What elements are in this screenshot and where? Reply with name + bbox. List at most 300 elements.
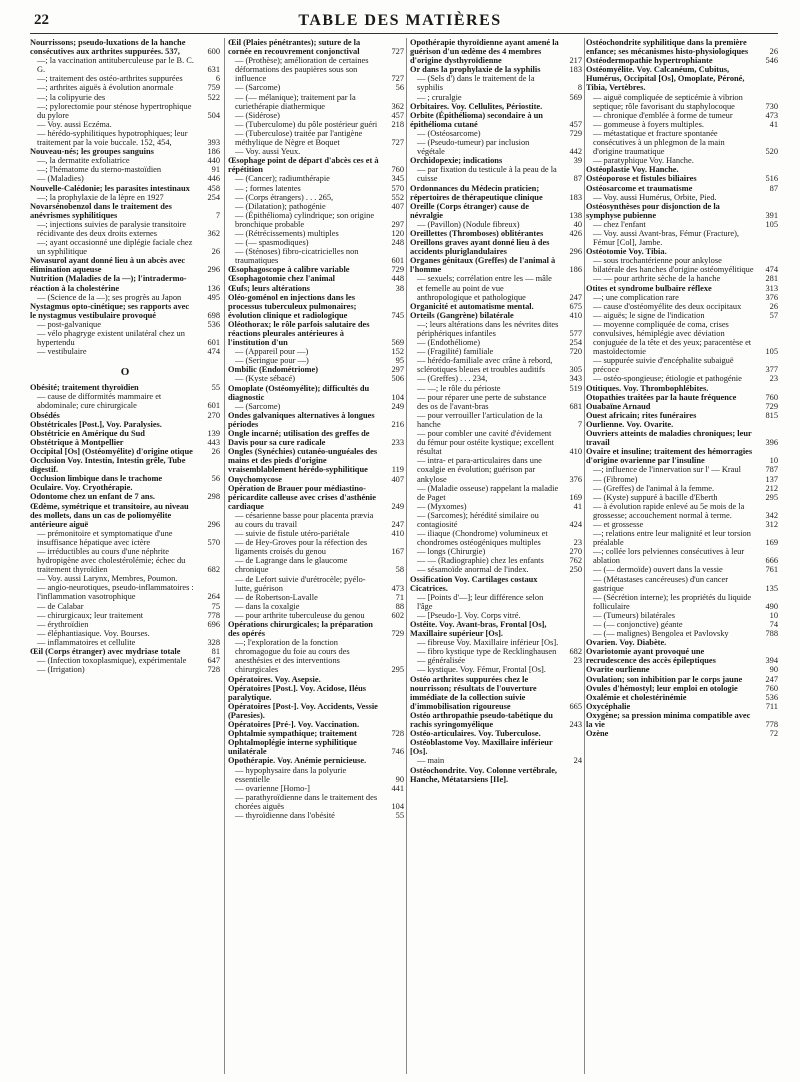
index-entry-page: 440 [207,156,220,166]
index-entry [410,484,582,502]
index-entry [30,320,220,329]
index-entry [228,111,404,120]
index-entry [586,475,778,484]
index-entry-text: — longs (Chirurgie) [417,547,486,557]
index-entry-text: — par fixation du testicule à la peau de la cuisse [417,165,557,184]
index-entry-page: 139 [207,428,220,438]
index-entry-page: 473 [391,583,404,593]
index-entry [410,384,582,393]
index-entry [228,156,404,174]
index-entry-text: Ourlienne. Voy. Ovarite. [586,419,674,429]
index-entry-page: 760 [391,165,404,175]
index-entry-text: Ongle incarné; utilisation des greffes de Davis pour sa cure radicale [228,429,370,448]
index-entry-text: Opératoires [Pré-]. Voy. Vaccination. [228,720,360,730]
index-entry-page: 169 [569,492,582,502]
index-entry-text: — (Corps étrangers) . . . 265, [235,192,334,202]
index-entry-page: 601 [207,338,220,348]
index-entry-page: 787 [765,465,778,475]
index-entry-page: 305 [569,365,582,375]
index-entry [228,702,404,720]
index-entry-page: 41 [573,501,582,511]
index-entry [410,565,582,574]
index-entry-text: — chronique d'emblée à forme de tumeur [593,110,733,120]
index-entry [586,638,778,647]
index-entry [586,193,778,202]
index-entry-page: 295 [765,492,778,502]
index-entry [30,329,220,347]
index-entry-text: — (Maladie osseuse) rappelant la maladie de Paget [417,483,559,502]
index-entry-page: 87 [573,174,582,184]
index-entry [228,284,404,293]
index-entry [30,447,220,456]
index-entry [30,83,220,92]
index-entry-page: 647 [207,656,220,666]
index-entry-text: Opothérapie thyroïdienne ayant amené la guérison d'un œdème des 4 membres d'origine dysthyroïdienne [410,38,559,66]
index-entry-text: — éléphantiasique. Voy. Bourses. [37,628,150,638]
index-entry [410,529,582,547]
index-entry [586,647,778,665]
index-entry-page: 105 [765,219,778,229]
index-entry-page: 7 [577,419,582,429]
index-column-1-lower [30,383,220,674]
index-entry-page: 394 [765,656,778,666]
index-entry-page: 90 [395,774,404,784]
index-entry-text: — (Endothéliome) [417,338,481,348]
index-entry [586,565,778,574]
index-entry [410,638,582,647]
index-entry-page: 570 [391,183,404,193]
index-entry-text: — ; cruralgie [417,92,462,102]
index-entry-page: 58 [395,565,404,575]
index-entry-page: 760 [765,683,778,693]
index-entry-page: 105 [765,347,778,357]
index-entry [30,220,220,238]
index-entry-text: — à évolution rapide enlevé au 5e mois de la grossesse; accouchement normal à terme. [593,501,745,520]
index-entry-text: — suppurée suivie d'encéphalite subaiguë précoce [593,356,734,375]
index-entry-page: 218 [391,119,404,129]
index-entry-text: — fibreuse Voy. Maxillaire inférieur [Os]. [417,638,559,648]
index-column-4 [586,38,778,1074]
index-entry [228,793,404,811]
index-entry-page: 10 [769,610,778,620]
index-entry-page: 183 [569,65,582,75]
index-entry-page: 6 [215,74,220,84]
index-entry [30,492,220,501]
index-entry [30,638,220,647]
index-column-3 [410,38,582,1074]
index-entry-page: 728 [207,665,220,675]
page-header [22,10,778,32]
index-entry-text: — (Irrigation) [37,665,85,675]
index-entry [30,238,220,256]
index-entry [586,493,778,502]
index-entry [228,720,404,729]
index-entry-text: Ovulation; son inhibition par le corps jaune [586,674,743,684]
index-entry-page: 490 [765,601,778,611]
index-entry [410,547,582,556]
index-entry [30,202,220,220]
index-entry-page: 448 [391,274,404,284]
index-entry [586,247,778,256]
index-entry [228,274,404,283]
index-entry-text: — (— spasmodiques) [235,238,309,248]
index-entry [586,174,778,183]
index-entry-page: 264 [207,592,220,602]
index-entry [228,429,404,447]
index-entry-text: — hérédo-familiale avec crâne à rebord, sclérotiques bleues et troubles auditifs [417,356,553,375]
index-entry-page: 536 [207,319,220,329]
index-entry [410,102,582,111]
index-entry-text: Onychomycose [228,474,282,484]
index-entry-page: 376 [765,292,778,302]
index-entry-text: Obstétricales [Post.], Voy. Paralysies. [30,419,162,429]
index-entry [410,729,582,738]
index-entry-text: — (Sténoses) fibro-cicatricielles non traumatiques [235,247,359,266]
index-entry-page: 457 [391,110,404,120]
index-entry-page: 40 [573,219,582,229]
index-entry [586,220,778,229]
index-entry [586,429,778,447]
index-entry-text: —, la dermatite exfoliatrice [37,156,130,166]
index-entry-page: 72 [769,729,778,739]
index-entry-page: 377 [765,365,778,375]
index-entry [30,611,220,620]
index-entry-text: — césarienne basse pour placenta prævia au cours du travail [235,510,374,529]
index-entry-text: Ostéodermopathie hypertrophiante [586,56,713,66]
index-entry-text: — Voy. aussi Humérus, Orbite, Pied. [593,192,717,202]
index-entry-text: — fibro kystique type de Recklinghausen [417,647,557,657]
index-entry-text: — (Fibrome) [593,474,638,484]
index-entry-page: 212 [765,483,778,493]
index-entry-text: Ophtalmoplégie interne syphilitique unilatérale [228,738,357,757]
index-entry [586,729,778,738]
index-entry-text: — gommeuse à foyers multiples. [593,119,704,129]
index-entry-page: 74 [769,620,778,629]
index-entry [228,684,404,702]
index-entry [586,665,778,674]
index-entry-text: — de Robertson-Lavalle [235,592,318,602]
index-entry-page: 446 [207,174,220,184]
index-entry-text: Opératoires [Post.]. Voy. Acidose, Iléus paralytique. [228,683,367,702]
index-entry-text: — (Appareil pour —) [235,347,309,357]
index-entry [228,93,404,111]
index-entry-text: Opération de Brauer pour médiastino-péricardite calleuse avec crises d'asthénie cardiaque [228,483,376,511]
index-entry-text: — kystique. Voy. Fémur, Frontal [Os]. [417,665,546,675]
index-entry-text: Or dans la prophylaxie de la syphilis [410,65,541,75]
index-entry-page: 186 [569,265,582,275]
index-entry [410,202,582,220]
index-entry [410,156,582,165]
index-entry [30,502,220,529]
index-entry-text: — moyenne compliquée de coma, crises convulsives, hémiplégie avec déviation conjuguée de la tête et des yeux; paracentèse et mastoïdectomie [593,319,752,357]
index-entry [586,702,778,711]
index-entry [30,420,220,429]
index-entry-page: 760 [765,392,778,402]
index-entry [410,184,582,202]
index-entry-page: 601 [207,401,220,411]
index-entry [586,484,778,493]
index-entry-text: Occlusion limbique dans le trachome [30,474,163,484]
index-entry [410,111,582,129]
index-entry-text: — Voy. aussi Avant-bras, Fémur (Fracture), Fémur [Col], Jambe. [593,228,739,248]
index-entry [586,229,778,247]
index-entry-text: — cause d'ostéomyélite des deux occipitaux [593,301,742,311]
index-entry-page: 474 [765,265,778,275]
index-entry [410,611,582,620]
index-entry [410,511,582,529]
index-entry-page: 297 [391,219,404,229]
index-entry [30,93,220,102]
index-entry [410,665,582,674]
index-entry-text: Novarsénobenzol dans le traitement des anévrismes syphilitiques [30,201,172,220]
index-entry [30,274,220,292]
index-entry-page: 727 [391,74,404,84]
index-entry-text: — main [417,756,445,766]
index-entry-text: — (— malignes) Bengolea et Pavlovsky [593,629,729,639]
index-entry-page: 443 [207,437,220,447]
index-entry [410,38,582,65]
index-entry [586,547,778,565]
index-entry-text: — paratyphique Voy. Hanche. [593,156,694,166]
index-entry-page: 23 [769,374,778,384]
index-entry-page: 297 [391,365,404,375]
index-entry-page: 296 [569,247,582,257]
index-entry-page: 682 [569,647,582,657]
index-entry-page: 362 [391,101,404,111]
index-entry [586,38,778,56]
index-entry [586,293,778,302]
index-entry-page: 720 [569,347,582,357]
index-entry [586,402,778,411]
index-entry-text: — (Cancer); radiumthérapie [235,174,330,184]
index-entry [228,83,404,92]
index-entry-page: 270 [569,547,582,557]
index-entry [586,111,778,120]
index-entry-page: 167 [391,547,404,557]
index-entry-page: 474 [207,347,220,357]
index-entry-text: Otitiques. Voy. Thrombophlébites. [586,383,709,393]
index-entry-text: — (Myxomes) [417,501,467,511]
index-entry [228,384,404,402]
index-entry-page: 135 [765,583,778,593]
index-entry-page: 778 [765,720,778,730]
index-entry-page: 342 [765,510,778,520]
index-entry [228,56,404,83]
index-entry-page: 328 [207,637,220,647]
index-entry-text: — de Lefort suivie d'urétrocèle; pyélo-lutte, guérison [235,574,366,593]
index-entry-text: Ossification Voy. Cartilages costaux Cicatrices. [410,574,538,593]
index-entry-page: 516 [765,174,778,184]
index-entry-page: 506 [391,374,404,384]
index-entry [410,165,582,183]
index-entry-text: Oreille (Corps étranger) cause de névralgie [410,201,529,220]
index-entry-page: 90 [769,665,778,675]
index-entry-text: — (Tumeurs) bilatérales [593,610,676,620]
index-entry-text: Nutrition (Maladies de la —); l'intradermo-réaction à la cholestérine [30,274,187,293]
index-entry-text: Œil (Plaies pénétrantes); suture de la cornée en recouvrement conjonctival [228,38,361,57]
index-entry-text: Omoplate (Ostéomyélite); difficultés du diagnostic [228,383,370,402]
index-entry-page: 88 [395,601,404,611]
index-entry [586,384,778,393]
index-entry [410,93,582,102]
index-entry [30,411,220,420]
index-entry-text: — (Science de la —); ses progrès au Japon [37,292,182,302]
index-entry-text: Nourrissons; pseudo-luxations de la hanche consécutives aux arthrites suppurées. 537, [30,38,186,57]
index-entry-text: — iliaque (Chondrome) volumineux et chondromes ostéogéniques multiples [417,529,548,548]
index-entry [228,402,404,411]
index-entry [228,675,404,684]
index-entry-page: 410 [569,447,582,457]
index-entry-text: Otopathies traitées par la haute fréquence [586,392,737,402]
index-entry-text: Oxalémie et cholestérinémie [586,692,687,702]
index-entry-text: Obstétrique à Montpellier [30,437,124,447]
column-divider [224,38,225,1074]
index-entry-page: 729 [765,401,778,411]
index-entry-page: 81 [211,647,220,656]
index-entry [586,593,778,611]
index-entry-text: Oléo-goménol en injections dans les processus tuberculeux pulmonaires; évolution clinique et radiologique [228,292,357,320]
index-entry-page: 730 [765,101,778,111]
index-entry [30,483,220,492]
index-entry [410,356,582,374]
index-entry-page: 26 [211,247,220,257]
index-entry [30,174,220,183]
index-entry-page: 410 [569,310,582,320]
index-entry-text: Oreillettes (Thromboses) oblitérantes [410,228,544,238]
index-entry-text: — dans la coxalgie [235,601,300,611]
index-entry [586,374,778,383]
index-entry [586,420,778,429]
index-entry [30,474,220,483]
index-entry-page: 104 [391,801,404,811]
index-entry-page: 23 [573,656,582,666]
index-entry-text: — sésamoïde anormal de l'index. [417,565,529,575]
index-entry-page: 424 [569,519,582,529]
index-entry [410,620,582,638]
index-entry-page: 254 [569,338,582,348]
index-entry-text: Opératoires [Post-]. Voy. Accidents, Vessie (Paresies). [228,701,378,720]
index-entry [228,120,404,129]
index-entry-page: 281 [765,274,778,284]
index-entry [410,338,582,347]
index-entry [410,756,582,765]
index-entry-page: 457 [569,119,582,129]
index-entry [410,766,582,784]
index-entry-text: —; injections suivies de paralysie transitoire récidivante des deux droits externes [37,219,187,238]
index-entry-text: Oléothorax; le rôle parfois salutaire des réactions pleurales antérieures à l'institution d'un [228,319,370,348]
index-entry [410,138,582,156]
index-entry [228,556,404,574]
index-entry-page: 296 [207,265,220,275]
index-entry [586,711,778,729]
index-entry-text: — de Hey-Groves pour la réfection des ligaments croisés du genou [235,538,368,557]
index-entry [228,538,404,556]
index-entry [586,393,778,402]
index-entry-text: Opératoires. Voy. Asepsie. [228,674,321,684]
index-entry [228,356,404,365]
index-entry-text: Orbitaires. Voy. Cellulites, Périostite. [410,101,543,111]
index-entry-text: Ongles (Synéchies) cutanéo-unguéales des mains et des pieds d'origine vraisemblablement hérédo-syphilitique [228,447,378,475]
index-entry-page: 552 [391,192,404,202]
index-entry-text: — [Points d'—]; leur différence selon l'âge [417,592,544,611]
index-entry-page: 254 [207,192,220,202]
index-entry [586,320,778,356]
index-entry [228,529,404,538]
index-entry [30,156,220,165]
index-entry [228,766,404,784]
index-entry-page: 138 [569,210,582,220]
index-entry-text: Ostéo-articulaires. Voy. Tuberculose. [410,729,541,739]
index-entry [228,229,404,238]
index-entry-text: — sexuels; corrélation entre les — mâle et femelle au point de vue anthropologique et pathologique [417,274,552,302]
index-entry-page: 426 [569,228,582,238]
index-entry-text: — (Fragilité) familiale [417,347,494,357]
index-entry-page: 410 [391,529,404,539]
index-entry-text: — (— mélanique); traitement par la curiethérapie diathermique [235,92,356,111]
index-entry-text: Ouest africain; rites funéraires [586,410,697,420]
index-entry [410,429,582,456]
index-entry-page: 778 [207,610,220,620]
index-entry-page: 762 [569,556,582,566]
index-entry [410,65,582,74]
index-entry [586,311,778,320]
index-entry [30,74,220,83]
index-entry-text: — (Sarcome) [235,401,281,411]
index-entry [228,602,404,611]
index-entry-text: — métastatique et fracture spontanée consécutives à un phlegmon de la main d'origine traumatique [593,128,725,157]
index-entry-text: Œsophage point de départ d'abcès ces et à répétition [228,156,379,175]
index-entry-text: — (Sarcome) [235,83,281,93]
index-entry [228,129,404,147]
index-entry-page: 345 [391,174,404,184]
index-entry-text: — hérédo-syphilitiques hypotrophiques; leur traitement par la voie buccale. 152, 454, [37,128,188,148]
index-entry-page: 104 [391,392,404,402]
index-entry-page: 270 [207,410,220,420]
index-entry-text: Ombilic (Endométriome) [228,365,319,375]
index-entry-text: Organicité et automatisme mental. [410,301,534,311]
index-entry [228,320,404,347]
index-entry-page: 55 [395,810,404,820]
index-entry [30,602,220,611]
index-entry [228,729,404,738]
index-entry [586,465,778,474]
index-entry [586,274,778,283]
index-entry-text: Ordonnances du Médecin praticien; répertoires de thérapeutique clinique [410,183,543,202]
index-entry-text: — (Sarcomes); hérédité similaire ou contagiosité [417,510,539,529]
index-entry [586,684,778,693]
index-entry-text: — — (Radiographie) chez les enfants [417,556,544,566]
index-entry-text: —; leurs altérations dans les névrites dites périphériques infantiles [417,319,559,338]
index-entry [228,38,404,56]
index-entry-page: 217 [569,56,582,66]
index-entry-page: 761 [765,565,778,575]
index-entry-text: — (Pavillon) (Nodule fibreux) [417,219,520,229]
index-entry [410,738,582,756]
index-entry-text: Ostéomyélite. Voy. Calcanéum, Cubitus, Humérus, Occipital [Os], Omoplate, Péroné, Tibia, Vertèbres. [586,65,745,93]
index-entry-page: 473 [765,110,778,120]
index-entry-page: 57 [769,310,778,320]
index-entry-page: 504 [207,110,220,120]
index-entry-page: 247 [391,519,404,529]
index-entry-text: — angio-neurotiques, pseudo-inflammatoires : l'inflammation vasotrophique [37,583,194,602]
index-entry-page: 682 [207,565,220,575]
index-entry [410,347,582,356]
index-entry-page: 249 [391,501,404,511]
index-entry-text: Ouvriers atteints de maladies chroniques; leur travail [586,429,752,448]
index-entry-page: 38 [395,283,404,293]
index-entry [410,675,582,711]
index-entry-text: Œsophagotomie chez l'animal [228,274,336,284]
